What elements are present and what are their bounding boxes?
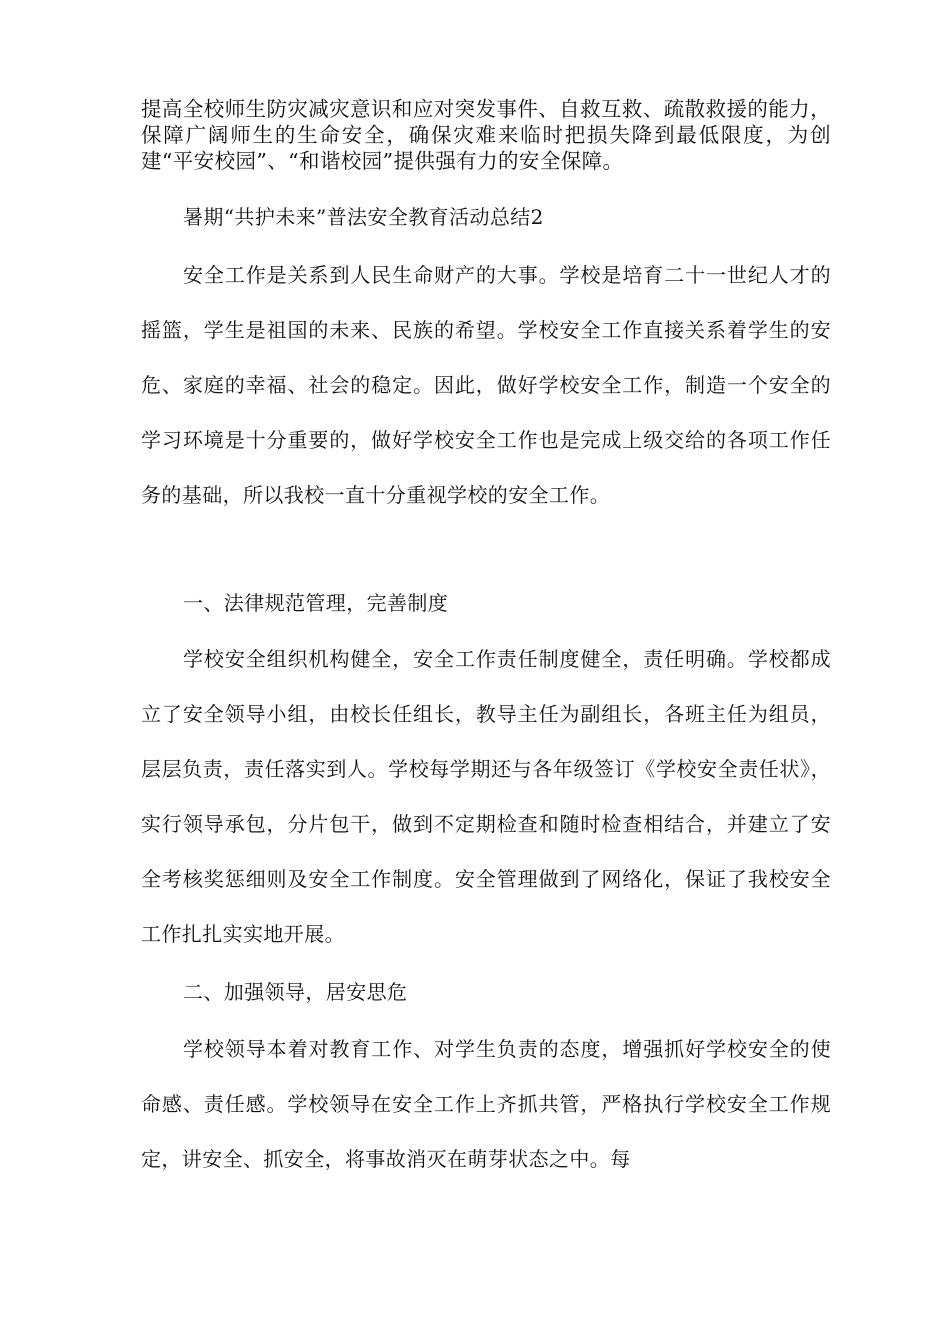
body-paragraph-1: 安全工作是关系到人民生命财产的大事。学校是培育二十一世纪人才的摇篮，学生是祖国的未来、民族的希望。学校安全工作直接关系着学生的安危、家庭的幸福、社会的稳定。因此，做好学校安全工作，制造一个安全的学习环境是十分重要的，做好学校安全工作也是完成上级交给的各项工作任务的基础，所以我校一直十分重视学校的安全工作。 [141, 263, 831, 507]
body-paragraph-3: 学校领导本着对教育工作、对学生负责的态度，增强抓好学校安全的使命感、责任感。学校领导在安全工作上齐抓共管，严格执行学校安全工作规定，讲安全、抓安全，将事故消灭在萌芽状态之中。每 [141, 1037, 831, 1171]
section-title: 暑期“共护未来”普法安全教育活动总结2 [183, 205, 544, 229]
continued-paragraph: 提高全校师生防灾减灾意识和应对突发事件、自救互救、疏散救援的能力，保障广阔师生的生命安全，确保灾难来临时把损失降到最低限度，为创建“平安校园”、“和谐校园”提供强有力的安全保障。 [141, 97, 831, 173]
heading-1: 一、法律规范管理，完善制度 [183, 591, 449, 615]
body-paragraph-2: 学校安全组织机构健全，安全工作责任制度健全，责任明确。学校都成立了安全领导小组，由校长任组长，教导主任为副组长，各班主任为组员，层层负责，责任落实到人。学校每学期还与各年级签订《学校安全责任状》，实行领导承包，分片包干，做到不定期检查和随时检查相结合，并建立了安全考核奖惩细则及安全工作制度。安全管理做到了网络化，保证了我校安全工作扎扎实实地开展。 [141, 647, 831, 946]
heading-2: 二、加强领导，居安思危 [183, 980, 408, 1004]
